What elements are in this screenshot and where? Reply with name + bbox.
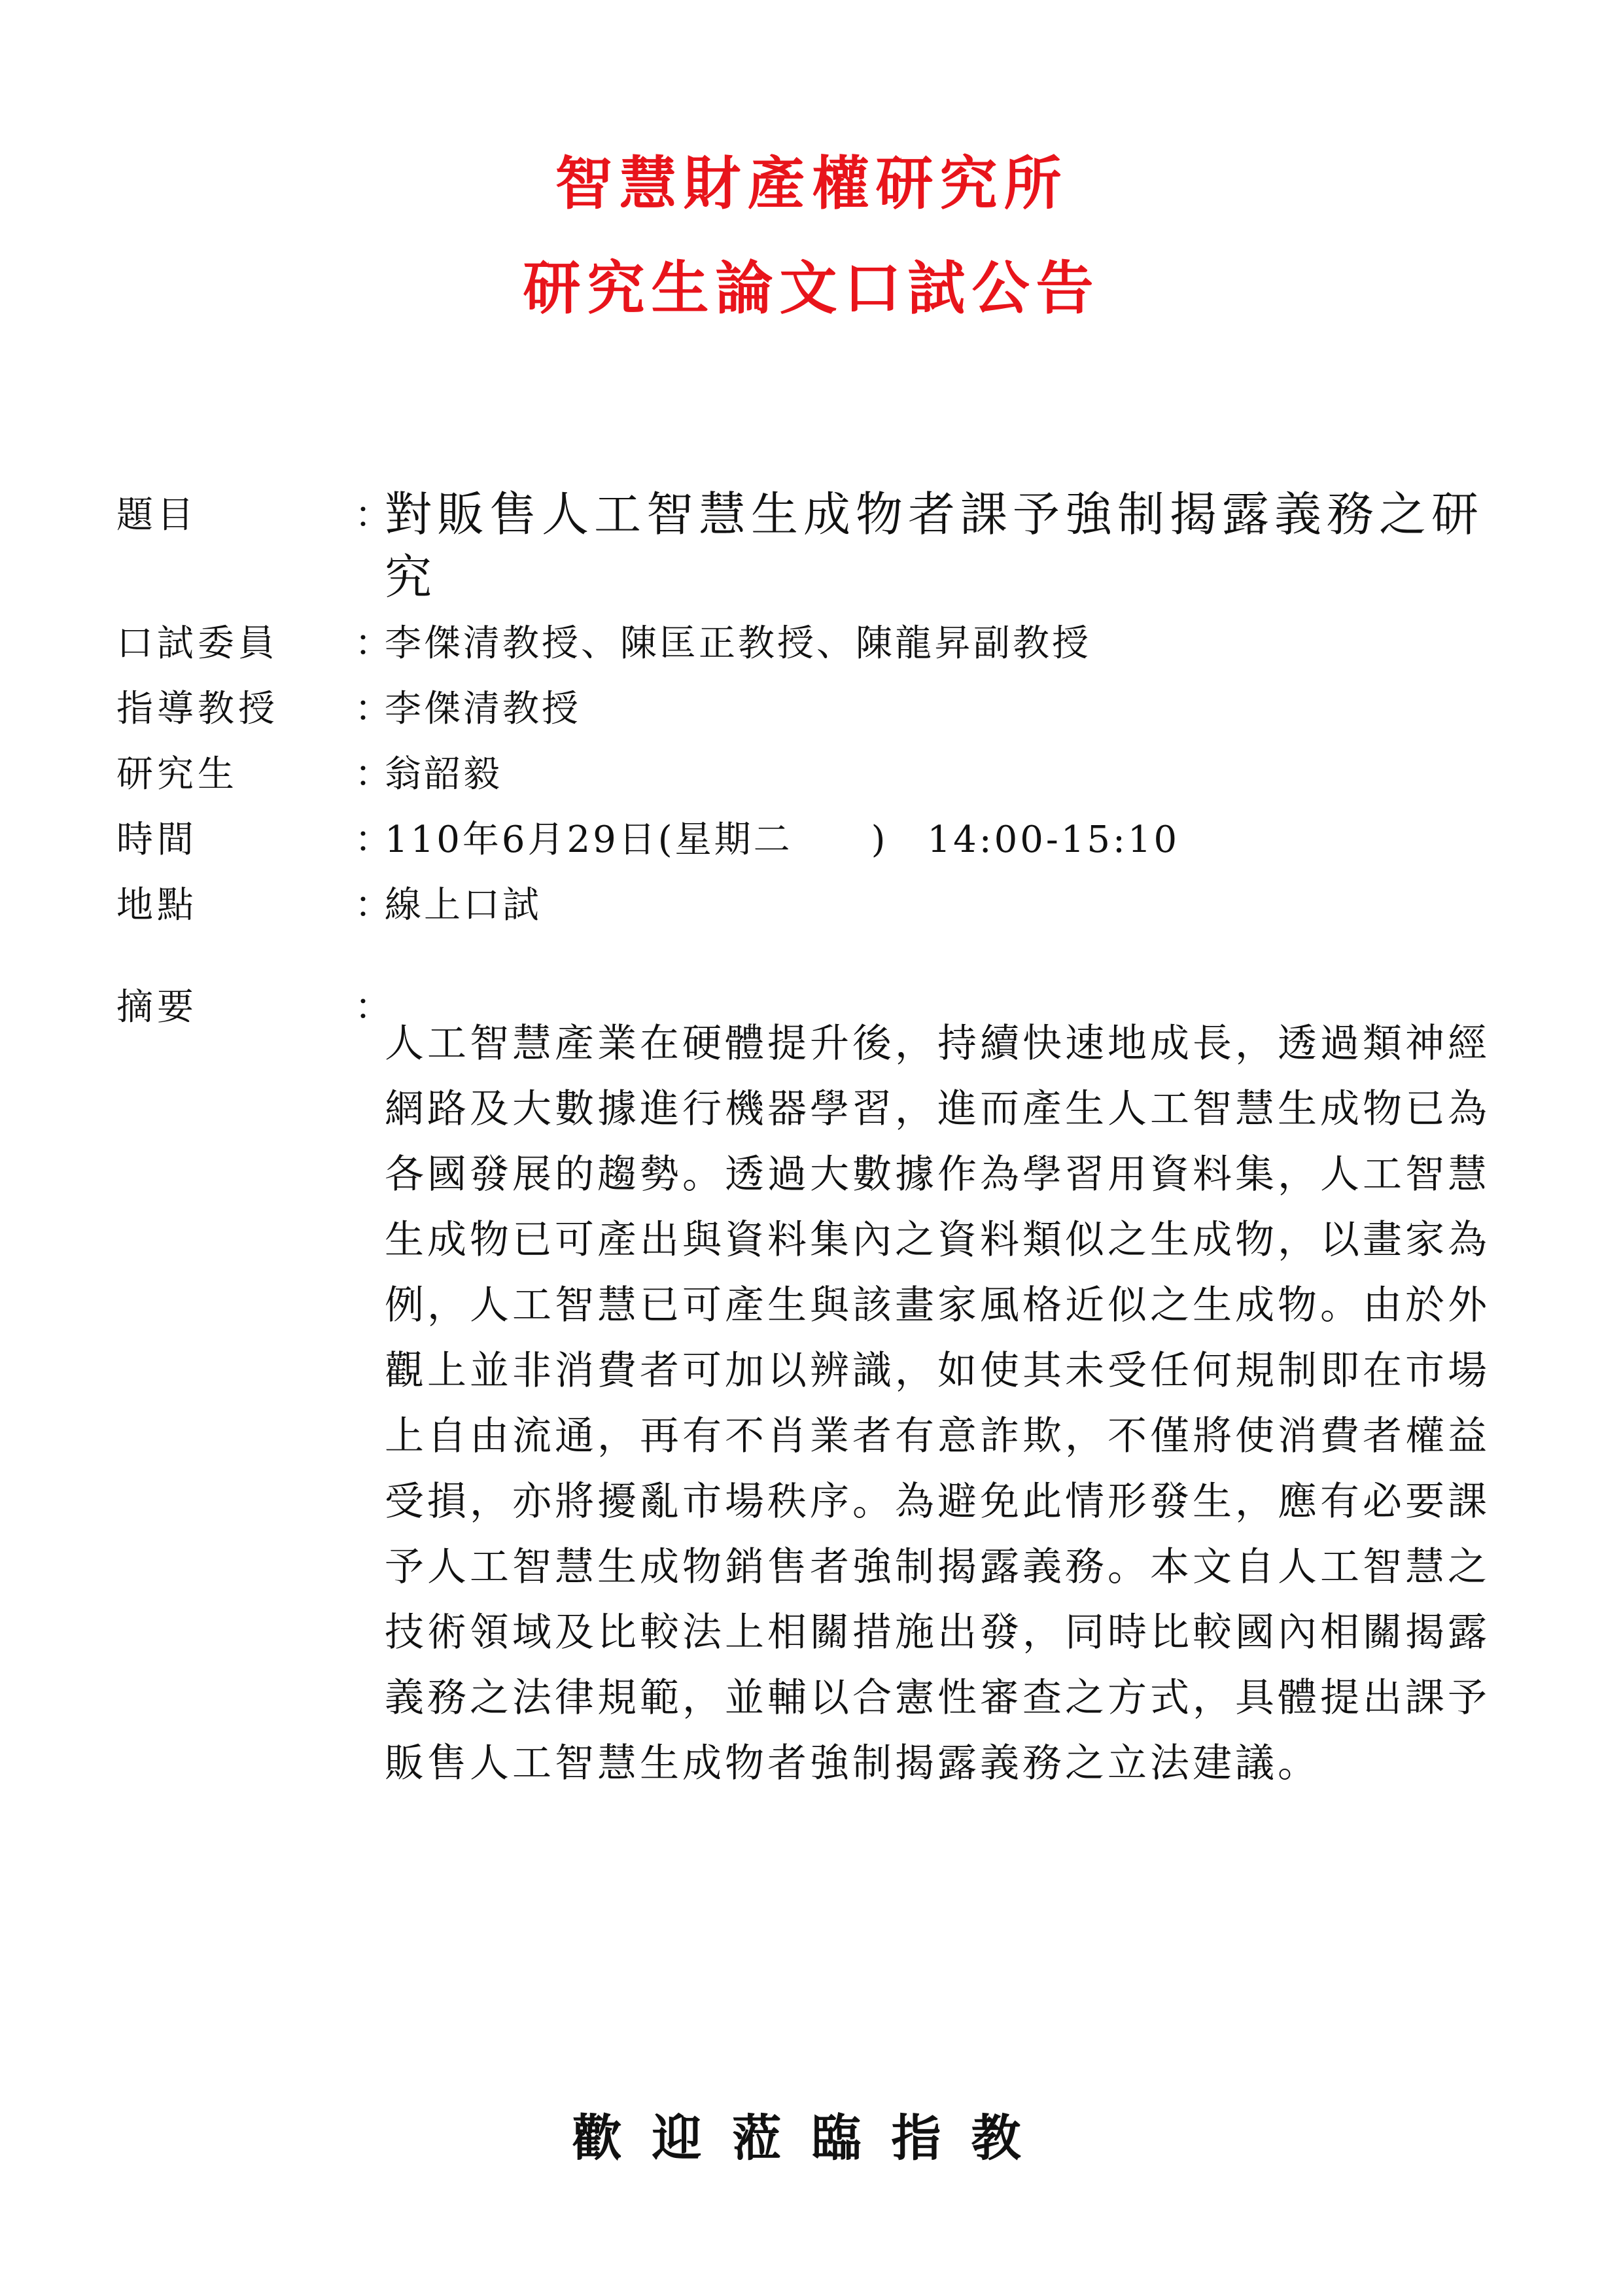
abstract-colon: ： — [355, 986, 391, 1029]
advisor-colon: ： — [355, 688, 391, 730]
time-label: 時間 — [116, 819, 198, 861]
committee-colon: ： — [355, 622, 391, 665]
time-value: 110年6月29日(星期二 ) 14:00-15:10 — [385, 819, 1180, 861]
institute-title: 智慧財產權研究所 — [555, 149, 1068, 217]
location-colon: ： — [355, 884, 391, 927]
student-value: 翁韶毅 — [385, 753, 502, 796]
location-label: 地點 — [116, 884, 198, 927]
announcement-title: 研究生論文口試公告 — [523, 254, 1100, 322]
advisor-label: 指導教授 — [116, 688, 279, 730]
topic-value: 對販售人工智慧生成物者課予強制揭露義務之研究 — [385, 487, 1484, 605]
abstract-label: 摘要 — [116, 986, 198, 1029]
closing-text: 歡迎蒞臨指教 — [572, 2109, 1051, 2167]
topic-colon: ： — [355, 494, 391, 537]
committee-value: 李傑清教授、陳匡正教授、陳龍昇副教授 — [385, 622, 1091, 665]
time-colon: ： — [355, 819, 391, 861]
student-colon: ： — [355, 753, 391, 796]
advisor-value: 李傑清教授 — [385, 688, 581, 730]
committee-label: 口試委員 — [116, 622, 279, 665]
student-label: 研究生 — [116, 753, 238, 796]
location-value: 線上口試 — [385, 884, 542, 927]
abstract-text: 人工智慧產業在硬體提升後，持續快速地成長，透過類神經網路及大數據進行機器學習，進而產生人工智慧生成物已為各國發展的趨勢。透過大數據作為學習用資料集，人工智慧生成物已可產出與資料集內之資料類似之生成物，以畫家為例，人工智慧已可產生與該畫家風格近似之生成物。由於外觀上並非消費者可加以辨識，如使其未受任何規制即在市場上自由流通，再有不肖業者有意詐欺，不僅將使消費者權益受損，亦將擾亂市場秩序。為避免此情形發生，應有必要課予人工智慧生成物銷售者強制揭露義務。本文自人工智慧之技術領域及比較法上相關措施出發，同時比較國內相關揭露義務之法律規範，並輔以合憲性審查之方式，具體提出課予販售人工智慧生成物者強制揭露義務之立法建議。 — [385, 1021, 1490, 1786]
topic-label: 題目 — [116, 494, 198, 537]
